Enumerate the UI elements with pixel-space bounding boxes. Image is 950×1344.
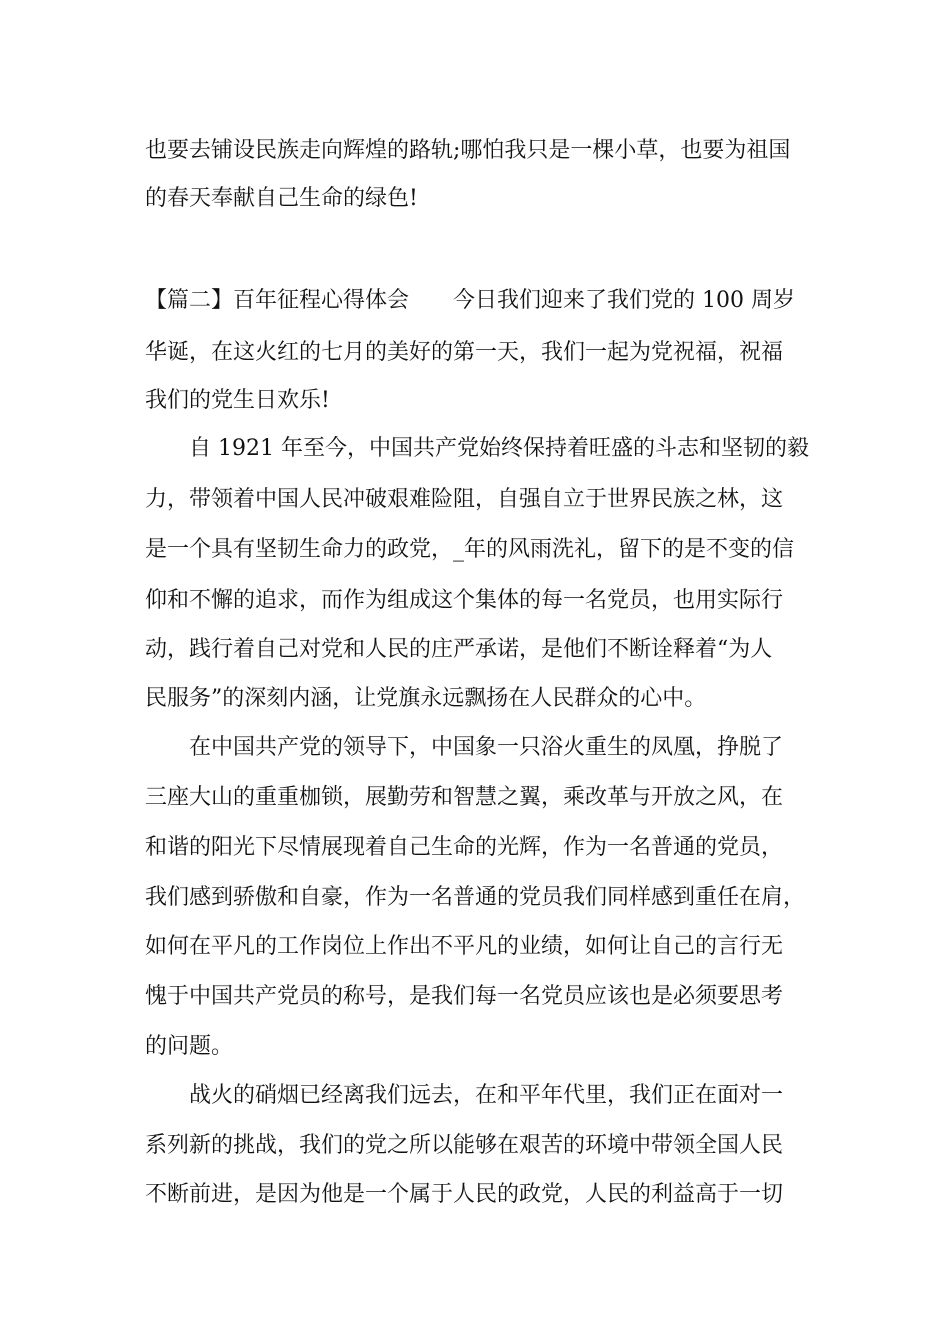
text-line: 系列新的挑战，我们的党之所以能够在艰苦的环境中带领全国人民 xyxy=(145,1133,784,1158)
text-line: 的春天奉献自己生命的绿色! xyxy=(145,186,418,211)
text-line: 是一个具有坚韧生命力的政党，_年的风雨洗礼，留下的是不变的信 xyxy=(145,537,795,562)
section-heading-line: 【篇二】百年征程心得体会 今日我们迎来了我们党的 100 周岁 xyxy=(145,288,795,313)
text-line: 我们感到骄傲和自豪，作为一名普通的党员我们同样感到重任在肩， xyxy=(145,885,806,910)
text-line: 三座大山的重重枷锁，展勤劳和智慧之翼，乘改革与开放之风，在 xyxy=(145,785,784,810)
text-line: 也要去铺设民族走向辉煌的路轨;哪怕我只是一棵小草，也要为祖国 xyxy=(145,138,791,163)
text-line: 我们的党生日欢乐! xyxy=(145,388,330,413)
text-line: 仰和不懈的追求，而作为组成这个集体的每一名党员，也用实际行 xyxy=(145,588,784,613)
text-line: 华诞，在这火红的七月的美好的第一天，我们一起为党祝福，祝福 xyxy=(145,340,784,365)
text-line: 和谐的阳光下尽情展现着自己生命的光辉，作为一名普通的党员， xyxy=(145,835,784,860)
text-line: 如何在平凡的工作岗位上作出不平凡的业绩，如何让自己的言行无 xyxy=(145,934,784,959)
text-line: 的问题。 xyxy=(145,1034,234,1059)
text-line: 愧于中国共产党员的称号，是我们每一名党员应该也是必须要思考 xyxy=(145,984,784,1009)
paragraph-start-line: 在中国共产党的领导下，中国象一只浴火重生的凤凰，挣脱了 xyxy=(145,735,784,760)
paragraph-start-line: 战火的硝烟已经离我们远去，在和平年代里，我们正在面对一 xyxy=(145,1083,784,1108)
text-line: 动，践行着自己对党和人民的庄严承诺，是他们不断诠释着“为人 xyxy=(145,637,773,662)
text-line: 力，带领着中国人民冲破艰难险阻，自强自立于世界民族之林，这 xyxy=(145,487,784,512)
text-line: 不断前进，是因为他是一个属于人民的政党，人民的利益高于一切 xyxy=(145,1182,784,1207)
text-line: 民服务”的深刻内涵，让党旗永远飘扬在人民群众的心中。 xyxy=(145,686,707,711)
paragraph-start-line: 自 1921 年至今，中国共产党始终保持着旺盛的斗志和坚韧的毅 xyxy=(145,436,809,461)
